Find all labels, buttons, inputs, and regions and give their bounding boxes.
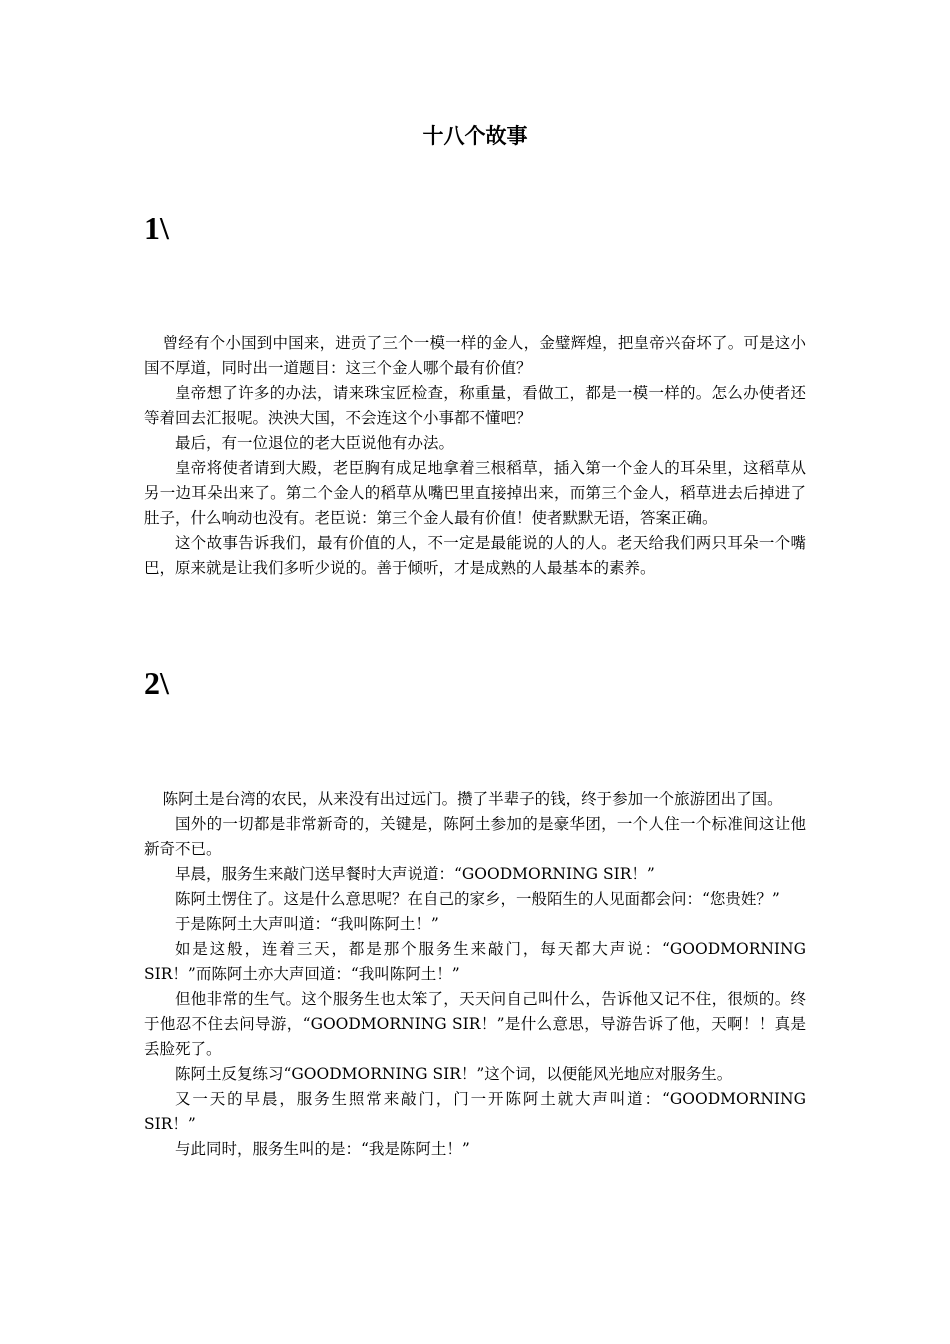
story-1-paragraph-4: 皇帝将使者请到大殿，老臣胸有成足地拿着三根稻草，插入第一个金人的耳朵里，这稻草从另一边耳朵出来了。第二个金人的稻草从嘴巴里直接掉出来，而第三个金人，稻草进去后掉进了肚子，什么响动也没有。老臣说：第三个金人最有价值！使者默默无语，答案正确。 bbox=[144, 459, 806, 527]
story-2-paragraph-2: 国外的一切都是非常新奇的，关键是，陈阿土参加的是豪华团，一个人住一个标准间这让他新奇不已。 bbox=[144, 815, 806, 858]
story-1-number: 1\ bbox=[144, 210, 169, 246]
story-1-paragraph-3: 最后，有一位退位的老大臣说他有办法。 bbox=[175, 434, 455, 452]
story-2-body bbox=[144, 787, 806, 1162]
story-1-body bbox=[144, 331, 806, 581]
story-2-paragraph-3: 早晨，服务生来敲门送早餐时大声说道：“GOODMORNING SIR！” bbox=[175, 865, 655, 883]
story-2-paragraph-9: 又一天的早晨，服务生照常来敲门，门一开陈阿土就大声叫道：“GOODMORNING SIR！” bbox=[144, 1090, 806, 1133]
story-2-paragraph-4: 陈阿土愣住了。这是什么意思呢？在自己的家乡，一般陌生的人见面都会问：“您贵姓？” bbox=[175, 890, 780, 908]
story-2-number: 2\ bbox=[144, 665, 169, 701]
story-2-paragraph-1: 陈阿土是台湾的农民，从来没有出过远门。攒了半辈子的钱，终于参加一个旅游团出了国。 bbox=[162, 790, 783, 808]
story-1-paragraph-2: 皇帝想了许多的办法，请来珠宝匠检查，称重量，看做工，都是一模一样的。怎么办使者还等着回去汇报呢。泱泱大国，不会连这个小事都不懂吧？ bbox=[144, 384, 806, 427]
story-2-paragraph-7: 但他非常的生气。这个服务生也太笨了，天天问自己叫什么，告诉他又记不住，很烦的。终于他忍不住去问导游，“GOODMORNING SIR！”是什么意思，导游告诉了他，天啊！！真是丢脸死了。 bbox=[144, 990, 806, 1058]
document-title: 十八个故事 bbox=[422, 123, 528, 148]
story-2-paragraph-6: 如是这般，连着三天，都是那个服务生来敲门，每天都大声说：“GOODMORNING SIR！”而陈阿土亦大声回道：“我叫陈阿土！” bbox=[144, 940, 806, 983]
story-1-paragraph-1: 曾经有个小国到中国来，进贡了三个一模一样的金人，金璧辉煌，把皇帝兴奋坏了。可是这小国不厚道，同时出一道题目：这三个金人哪个最有价值？ bbox=[144, 334, 806, 377]
story-1-paragraph-5: 这个故事告诉我们，最有价值的人，不一定是最能说的人的人。老天给我们两只耳朵一个嘴巴，原来就是让我们多听少说的。善于倾听，才是成熟的人最基本的素养。 bbox=[144, 534, 806, 577]
story-2-paragraph-10: 与此同时，服务生叫的是：“我是陈阿土！” bbox=[175, 1140, 470, 1158]
story-2-paragraph-8: 陈阿土反复练习“GOODMORNING SIR！”这个词，以便能风光地应对服务生。 bbox=[175, 1065, 733, 1083]
story-2-paragraph-5: 于是陈阿土大声叫道：“我叫陈阿土！” bbox=[175, 915, 439, 933]
